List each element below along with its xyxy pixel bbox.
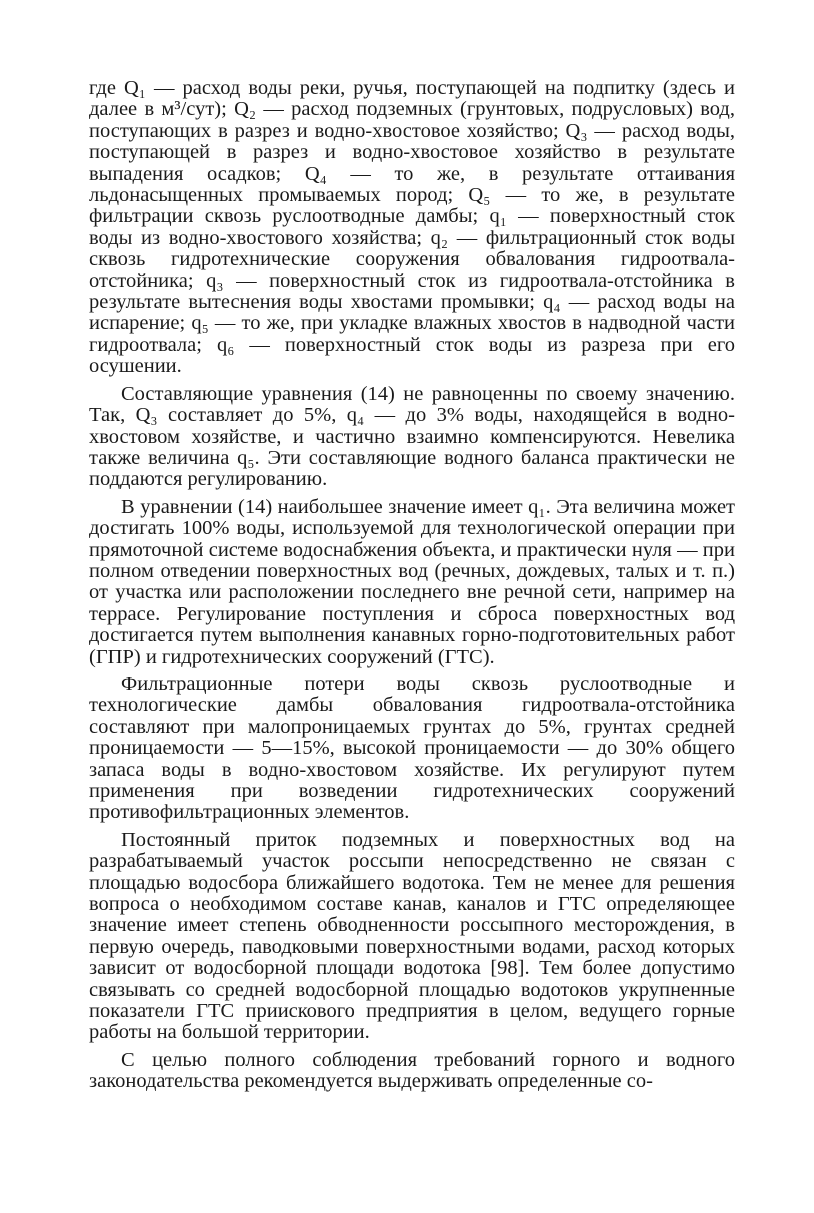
paragraph-filtration-losses: Фильтрационные потери воды сквозь руслоотводные и технологические дамбы обвалования гидроотвала-отстойника составляют при малопроницаемых грунтах до 5%, грунтах средней проницаемости — 5—15%, высокой проницаемости — до 30% общего запаса воды в водно-хвостовом хозяйстве. Их регулируют путем применения при возведении гидротехнических сооружений противофильтрационных элементов. — [89, 672, 735, 824]
paragraph-equation-components: Составляющие уравнения (14) не равноценны по своему значению. Так, Q₃ составляет до 5%, q₄ — до 3% воды, находящейся в водно-хвостовом хозяйстве, и частично взаимно компенсируются. Невелика также величина q₅. Эти составляющие водного баланса практически не поддаются регулированию. — [89, 382, 735, 491]
document-page — [89, 78, 735, 1099]
paragraph-equation-terms: где Q₁ — расход воды реки, ручья, поступающей на подпитку (здесь и далее в м³/сут); Q₂ — расход подземных (грунтовых, подрусловых) вод, поступающих в разрез и водно-хвостовое хозяйство; Q₃ — расход воды, поступающей в разрез и водно-хвостовое хозяйство в результате выпадения осадков; Q₄ — то же, в результате оттаивания льдонасыщенных промываемых пород; Q₅ — то же, в результате фильтрации сквозь руслоотводные дамбы; q₁ — поверхностный сток воды из водно-хвостового хозяйства; q₂ — фильтрационный сток воды сквозь гидротехнические сооружения обвалования гидроотвала-отстойника; q₃ — поверхностный сток из гидроотвала-отстойника в результате вытеснения воды хвостами промывки; q₄ — расход воды на испарение; q₅ — то же, при укладке влажных хвостов в надводной части гидроотвала; q₆ — поверхностный сток воды из разреза при его осушении. — [89, 77, 735, 378]
paragraph-legislation: С целью полного соблюдения требований горного и водного законодательства рекомендуется выдерживать определенные со- — [89, 1048, 735, 1093]
paragraph-q1-value: В уравнении (14) наибольшее значение имеет q₁. Эта величина может достигать 100% воды, используемой для технологической операции при прямоточной системе водоснабжения объекта, и практически нуля — при полном отведении поверхностных вод (речных, дождевых, талых и т. п.) от участка или расположении последнего вне речной сети, например на террасе. Регулирование поступления и сброса поверхностных вод достигается путем выполнения канавных горно-подготовительных работ (ГПР) и гидротехнических сооружений (ГТС). — [89, 495, 735, 668]
paragraph-groundwater-inflow: Постоянный приток подземных и поверхностных вод на разрабатываемый участок россыпи непосредственно не связан с площадью водосбора ближайшего водотока. Тем не менее для решения вопроса о необходимом составе канав, каналов и ГТС определяющее значение имеет степень обводненности россыпного месторождения, в первую очередь, паводковыми поверхностными водами, расход которых зависит от водосборной площади водотока [98]. Тем более допустимо связывать со средней водосборной площадью водотоков укрупненные показатели ГТС приискового предприятия в целом, ведущего горные работы на большой территории. — [89, 828, 735, 1044]
